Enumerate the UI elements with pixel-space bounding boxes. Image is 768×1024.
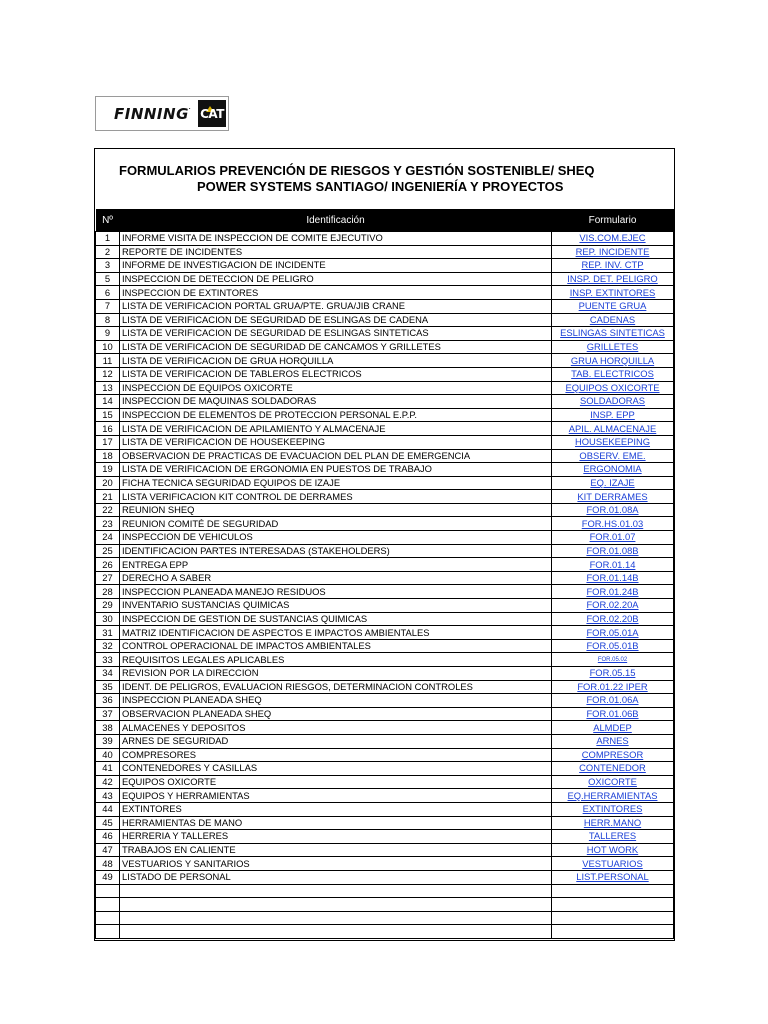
form-link[interactable]: REP. INCIDENTE [552, 245, 674, 259]
row-identification: CONTENEDORES Y CASILLAS [120, 762, 552, 776]
table-row [96, 354, 674, 368]
table-row [96, 734, 674, 748]
row-number: 7 [96, 299, 120, 313]
row-number: 40 [96, 748, 120, 762]
table-row [96, 843, 674, 857]
cat-logo-icon: CAT [198, 100, 226, 127]
row-identification [120, 911, 552, 925]
row-identification: REUNION SHEQ [120, 503, 552, 517]
row-identification: INVENTARIO SUSTANCIAS QUIMICAS [120, 599, 552, 613]
row-identification: TRABAJOS EN CALIENTE [120, 843, 552, 857]
row-identification: LISTA DE VERIFICACION DE GRUA HORQUILLA [120, 354, 552, 368]
column-header-form: Formulario [552, 209, 674, 232]
row-number: 10 [96, 340, 120, 354]
form-link[interactable]: FOR.05.01A [552, 626, 674, 640]
row-number: 37 [96, 707, 120, 721]
row-identification: INSPECCION DE MAQUINAS SOLDADORAS [120, 395, 552, 409]
table-row [96, 232, 674, 246]
form-link[interactable]: EXTINTORES [552, 802, 674, 816]
row-identification: LISTA DE VERIFICACION PORTAL GRUA/PTE. GRUA/JIB CRANE [120, 299, 552, 313]
table-row [96, 898, 674, 912]
row-identification: INSPECCION PLANEADA SHEQ [120, 694, 552, 708]
table-row [96, 707, 674, 721]
form-link[interactable]: EQ. IZAJE [552, 476, 674, 490]
row-number: 48 [96, 857, 120, 871]
row-number: 43 [96, 789, 120, 803]
row-number: 20 [96, 476, 120, 490]
row-number: 5 [96, 272, 120, 286]
row-number [96, 911, 120, 925]
form-link[interactable]: INSP. DET. PELIGRO [552, 272, 674, 286]
row-number: 18 [96, 449, 120, 463]
row-identification: INFORME DE INVESTIGACION DE INCIDENTE [120, 259, 552, 273]
row-identification: INSPECCION DE GESTION DE SUSTANCIAS QUIMICAS [120, 612, 552, 626]
row-identification: IDENTIFICACION PARTES INTERESADAS (STAKEHOLDERS) [120, 544, 552, 558]
row-number: 34 [96, 667, 120, 681]
table-row [96, 408, 674, 422]
row-identification: INFORME VISITA DE INSPECCION DE COMITE EJECUTIVO [120, 232, 552, 246]
row-identification: LISTA DE VERIFICACION DE APILAMIENTO Y ALMACENAJE [120, 422, 552, 436]
row-identification: REPORTE DE INCIDENTES [120, 245, 552, 259]
row-number: 26 [96, 558, 120, 572]
row-number: 32 [96, 639, 120, 653]
form-link[interactable]: FOR.05.02 [552, 653, 674, 667]
form-link[interactable]: CADENAS [552, 313, 674, 327]
table-row [96, 503, 674, 517]
row-number: 39 [96, 734, 120, 748]
table-row [96, 517, 674, 531]
row-identification: REQUISITOS LEGALES APLICABLES [120, 653, 552, 667]
row-identification: INSPECCION DE EXTINTORES [120, 286, 552, 300]
form-link[interactable]: REP. INV. CTP [552, 259, 674, 273]
row-identification: COMPRESORES [120, 748, 552, 762]
row-number: 31 [96, 626, 120, 640]
form-link[interactable]: TAB. ELECTRICOS [552, 367, 674, 381]
table-row [96, 857, 674, 871]
form-link[interactable]: OBSERV. EME. [552, 449, 674, 463]
row-number [96, 925, 120, 939]
form-link[interactable]: ESLINGAS SINTETICAS [552, 327, 674, 341]
row-number: 49 [96, 870, 120, 884]
form-link[interactable]: GRILLETES [552, 340, 674, 354]
row-identification: HERRAMIENTAS DE MANO [120, 816, 552, 830]
table-row [96, 422, 674, 436]
row-number: 25 [96, 544, 120, 558]
row-number: 27 [96, 571, 120, 585]
row-identification: CONTROL OPERACIONAL DE IMPACTOS AMBIENTALES [120, 639, 552, 653]
row-identification: LISTADO DE PERSONAL [120, 870, 552, 884]
row-number: 2 [96, 245, 120, 259]
table-row [96, 571, 674, 585]
table-row [96, 381, 674, 395]
table-row [96, 925, 674, 939]
row-number: 35 [96, 680, 120, 694]
table-row [96, 435, 674, 449]
row-number: 47 [96, 843, 120, 857]
form-link[interactable]: HOT WORK [552, 843, 674, 857]
form-link[interactable]: FOR.05.01B [552, 639, 674, 653]
form-link[interactable]: FOR.01.22 IPER [552, 680, 674, 694]
row-identification: EQUIPOS Y HERRAMIENTAS [120, 789, 552, 803]
row-number: 14 [96, 395, 120, 409]
row-number: 8 [96, 313, 120, 327]
form-link[interactable]: EQ.HERRAMIENTAS [552, 789, 674, 803]
row-number: 24 [96, 531, 120, 545]
table-row [96, 762, 674, 776]
row-number: 29 [96, 599, 120, 613]
table-row [96, 680, 674, 694]
table-row [96, 299, 674, 313]
row-identification: INSPECCION DE EQUIPOS OXICORTE [120, 381, 552, 395]
row-identification: ALMACENES Y DEPOSITOS [120, 721, 552, 735]
table-row [96, 599, 674, 613]
table-row [96, 313, 674, 327]
row-number [96, 884, 120, 898]
form-link[interactable]: TALLERES [552, 830, 674, 844]
row-identification: INSPECCION DE ELEMENTOS DE PROTECCION PERSONAL E.P.P. [120, 408, 552, 422]
row-identification: ENTREGA EPP [120, 558, 552, 572]
form-cell [552, 911, 674, 925]
column-header-number: Nº [96, 209, 120, 232]
row-number: 6 [96, 286, 120, 300]
table-row [96, 449, 674, 463]
table-row [96, 870, 674, 884]
form-link[interactable]: KIT DERRAMES [552, 490, 674, 504]
table-row [96, 911, 674, 925]
row-identification: LISTA DE VERIFICACION DE TABLEROS ELECTRICOS [120, 367, 552, 381]
row-identification [120, 884, 552, 898]
row-number: 15 [96, 408, 120, 422]
table-row [96, 272, 674, 286]
table-row [96, 830, 674, 844]
row-identification: EXTINTORES [120, 802, 552, 816]
table-row [96, 286, 674, 300]
row-identification: DERECHO A SABER [120, 571, 552, 585]
form-link[interactable]: GRUA HORQUILLA [552, 354, 674, 368]
form-link[interactable]: FOR.01.24B [552, 585, 674, 599]
table-row [96, 802, 674, 816]
form-cell [552, 925, 674, 939]
form-link[interactable]: LIST.PERSONAL [552, 870, 674, 884]
row-number: 12 [96, 367, 120, 381]
table-row [96, 884, 674, 898]
title-line-2: POWER SYSTEMS SANTIAGO/ INGENIERÍA Y PROYECTOS [197, 179, 564, 194]
form-link[interactable]: INSP. EPP [552, 408, 674, 422]
table-row [96, 816, 674, 830]
row-number: 17 [96, 435, 120, 449]
row-identification: LISTA DE VERIFICACION DE SEGURIDAD DE ESLINGAS SINTETICAS [120, 327, 552, 341]
table-row [96, 789, 674, 803]
table-row [96, 395, 674, 409]
row-identification: LISTA DE VERIFICACION DE HOUSEKEEPING [120, 435, 552, 449]
row-identification: HERRERIA Y TALLERES [120, 830, 552, 844]
row-identification: INSPECCION PLANEADA MANEJO RESIDUOS [120, 585, 552, 599]
document-header [95, 149, 674, 209]
row-number: 46 [96, 830, 120, 844]
form-link[interactable]: FOR.02.20A [552, 599, 674, 613]
form-link[interactable]: FOR.01.06B [552, 707, 674, 721]
form-link[interactable]: VESTUARIOS [552, 857, 674, 871]
form-link[interactable]: FOR.01.08B [552, 544, 674, 558]
row-identification: INSPECCION DE VEHICULOS [120, 531, 552, 545]
form-link[interactable]: OXICORTE [552, 775, 674, 789]
form-link[interactable]: FOR.01.08A [552, 503, 674, 517]
table-row [96, 639, 674, 653]
form-link[interactable]: FOR.01.07 [552, 531, 674, 545]
row-number: 45 [96, 816, 120, 830]
table-row [96, 667, 674, 681]
form-link[interactable]: SOLDADORAS [552, 395, 674, 409]
table-row [96, 340, 674, 354]
table-row [96, 259, 674, 273]
row-number: 30 [96, 612, 120, 626]
row-identification [120, 898, 552, 912]
form-link[interactable]: HERR.MANO [552, 816, 674, 830]
form-link[interactable]: PUENTE GRUA [552, 299, 674, 313]
row-number: 1 [96, 232, 120, 246]
row-number: 13 [96, 381, 120, 395]
finning-cat-logo [95, 96, 229, 131]
row-identification: REUNION COMITÉ DE SEGURIDAD [120, 517, 552, 531]
row-identification: INSPECCION DE DETECCION DE PELIGRO [120, 272, 552, 286]
row-identification [120, 925, 552, 939]
table-row [96, 245, 674, 259]
row-identification: IDENT. DE PELIGROS, EVALUACION RIESGOS, DETERMINACION CONTROLES [120, 680, 552, 694]
row-number: 16 [96, 422, 120, 436]
row-identification: FICHA TECNICA SEGURIDAD EQUIPOS DE IZAJE [120, 476, 552, 490]
table-row [96, 721, 674, 735]
row-identification: OBSERVACION PLANEADA SHEQ [120, 707, 552, 721]
row-number: 28 [96, 585, 120, 599]
table-row [96, 653, 674, 667]
row-number: 38 [96, 721, 120, 735]
form-link[interactable]: COMPRESOR [552, 748, 674, 762]
form-link[interactable]: FOR.01.06A [552, 694, 674, 708]
row-number: 33 [96, 653, 120, 667]
row-identification: VESTUARIOS Y SANITARIOS [120, 857, 552, 871]
table-row [96, 544, 674, 558]
table-row [96, 463, 674, 477]
table-row [96, 558, 674, 572]
row-number: 42 [96, 775, 120, 789]
row-number: 23 [96, 517, 120, 531]
row-number: 21 [96, 490, 120, 504]
table-row [96, 694, 674, 708]
table-row [96, 585, 674, 599]
table-row [96, 531, 674, 545]
forms-document [94, 148, 675, 941]
table-row [96, 626, 674, 640]
form-link[interactable]: EQUIPOS OXICORTE [552, 381, 674, 395]
table-row [96, 612, 674, 626]
row-number: 41 [96, 762, 120, 776]
form-link[interactable]: APIL. ALMACENAJE [552, 422, 674, 436]
row-number: 9 [96, 327, 120, 341]
table-row [96, 490, 674, 504]
form-link[interactable]: HOUSEKEEPING [552, 435, 674, 449]
form-link[interactable]: ARNES [552, 734, 674, 748]
row-number: 44 [96, 802, 120, 816]
table-row [96, 775, 674, 789]
row-identification: LISTA DE VERIFICACION DE SEGURIDAD DE CANCAMOS Y GRILLETES [120, 340, 552, 354]
form-link[interactable]: FOR.HS.01.03 [552, 517, 674, 531]
form-link[interactable]: VIS.COM.EJEC [552, 232, 674, 246]
row-number: 36 [96, 694, 120, 708]
table-row [96, 476, 674, 490]
row-identification: LISTA VERIFICACION KIT CONTROL DE DERRAMES [120, 490, 552, 504]
row-identification: LISTA DE VERIFICACION DE ERGONOMIA EN PUESTOS DE TRABAJO [120, 463, 552, 477]
column-header-identification: Identificación [120, 209, 552, 232]
form-link[interactable]: FOR.02.20B [552, 612, 674, 626]
row-identification: LISTA DE VERIFICACION DE SEGURIDAD DE ESLINGAS DE CADENA [120, 313, 552, 327]
title-line-1: FORMULARIOS PREVENCIÓN DE RIESGOS Y GESTIÓN SOSTENIBLE/ SHEQ [119, 163, 595, 178]
form-link[interactable]: FOR.01.14 [552, 558, 674, 572]
form-link[interactable]: CONTENEDOR [552, 762, 674, 776]
row-number: 3 [96, 259, 120, 273]
finning-wordmark: FINNING. [114, 105, 192, 123]
row-identification: EQUIPOS OXICORTE [120, 775, 552, 789]
row-number [96, 898, 120, 912]
form-link[interactable]: ERGONOMIA [552, 463, 674, 477]
form-cell [552, 898, 674, 912]
row-number: 11 [96, 354, 120, 368]
row-number: 22 [96, 503, 120, 517]
row-identification: REVISION POR LA DIRECCION [120, 667, 552, 681]
form-link[interactable]: ALMDEP [552, 721, 674, 735]
form-link[interactable]: INSP. EXTINTORES [552, 286, 674, 300]
table-row [96, 327, 674, 341]
form-link[interactable]: FOR.05.15 [552, 667, 674, 681]
row-identification: OBSERVACION DE PRACTICAS DE EVACUACION DEL PLAN DE EMERGENCIA [120, 449, 552, 463]
form-link[interactable]: FOR.01.14B [552, 571, 674, 585]
form-cell [552, 884, 674, 898]
row-identification: MATRIZ IDENTIFICACION DE ASPECTOS E IMPACTOS AMBIENTALES [120, 626, 552, 640]
table-row [96, 748, 674, 762]
table-row [96, 367, 674, 381]
forms-table [95, 209, 674, 939]
row-number: 19 [96, 463, 120, 477]
row-identification: ARNES DE SEGURIDAD [120, 734, 552, 748]
table-header-row [96, 209, 674, 232]
